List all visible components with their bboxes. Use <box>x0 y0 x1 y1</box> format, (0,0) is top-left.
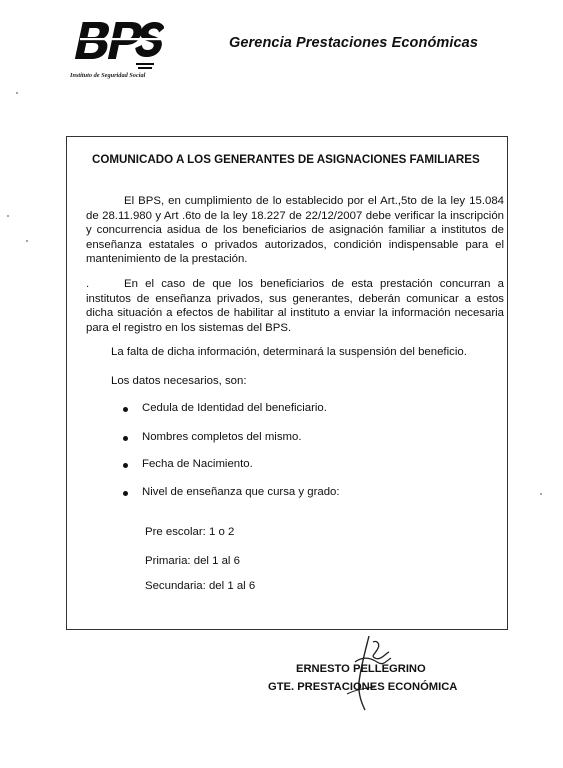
paragraph-2-text: En el caso de que los beneficiarios de esta prestación concurran a institutos de enseñanza privados, sus generantes, deberán comunicar a estos dicha situación a efectos de habilitar al instituto a enviar la información necesaria para el registro en los sistemas del BPS. <box>86 278 504 334</box>
bullet-icon <box>123 491 128 496</box>
notice-title: COMUNICADO A LOS GENERANTES DE ASIGNACIONES FAMILIARES <box>92 153 480 166</box>
bullet-icon <box>123 436 128 441</box>
paragraph-private-institutes <box>86 277 504 335</box>
bullet-icon <box>123 463 128 468</box>
level-secondary: Secundaria: del 1 al 6 <box>145 580 256 592</box>
logo-subtitle: Instituto de Seguridad Social <box>70 72 146 79</box>
list-item-text: Fecha de Nacimiento. <box>142 458 253 470</box>
paragraph-legal-basis <box>86 194 504 267</box>
bps-logo <box>68 16 164 82</box>
scan-speck <box>26 240 28 242</box>
list-item-text: Nombres completos del mismo. <box>142 431 302 443</box>
level-preschool: Pre escolar: 1 o 2 <box>145 526 235 538</box>
bullet-icon <box>123 407 128 412</box>
paragraph-suspension: La falta de dicha información, determinará la suspensión del beneficio. <box>111 346 467 358</box>
scan-speck <box>16 92 18 94</box>
list-item-text: Nivel de enseñanza que cursa y grado: <box>142 486 340 498</box>
scan-speck <box>540 493 542 495</box>
signatory-name: ERNESTO PELLEGRINO <box>296 663 426 675</box>
notice-box <box>66 136 508 630</box>
department-name: Gerencia Prestaciones Económicas <box>229 35 479 51</box>
paragraph-2-mark: . <box>86 278 90 290</box>
level-primary: Primaria: del 1 al 6 <box>145 555 240 567</box>
paragraph-1-text: El BPS, en cumplimiento de lo establecido por el Art.,5to de la ley 15.084 de 28.11.980 y Art .6to de la ley 18.227 de 22/12/2007 debe verificar la inscripción y concurrencia asidua de los beneficiarios de asignación familiar a institutos de enseñanza estatales o privados autorizados, condición indispensable para el mantenimiento de la prestación. <box>86 195 504 266</box>
list-item-text: Cedula de Identidad del beneficiario. <box>142 402 327 414</box>
bps-logo-mark <box>68 16 164 72</box>
list-intro: Los datos necesarios, son: <box>111 375 247 387</box>
signatory-role: GTE. PRESTACIONES ECONÓMICA <box>268 681 458 693</box>
scan-speck <box>7 215 9 217</box>
